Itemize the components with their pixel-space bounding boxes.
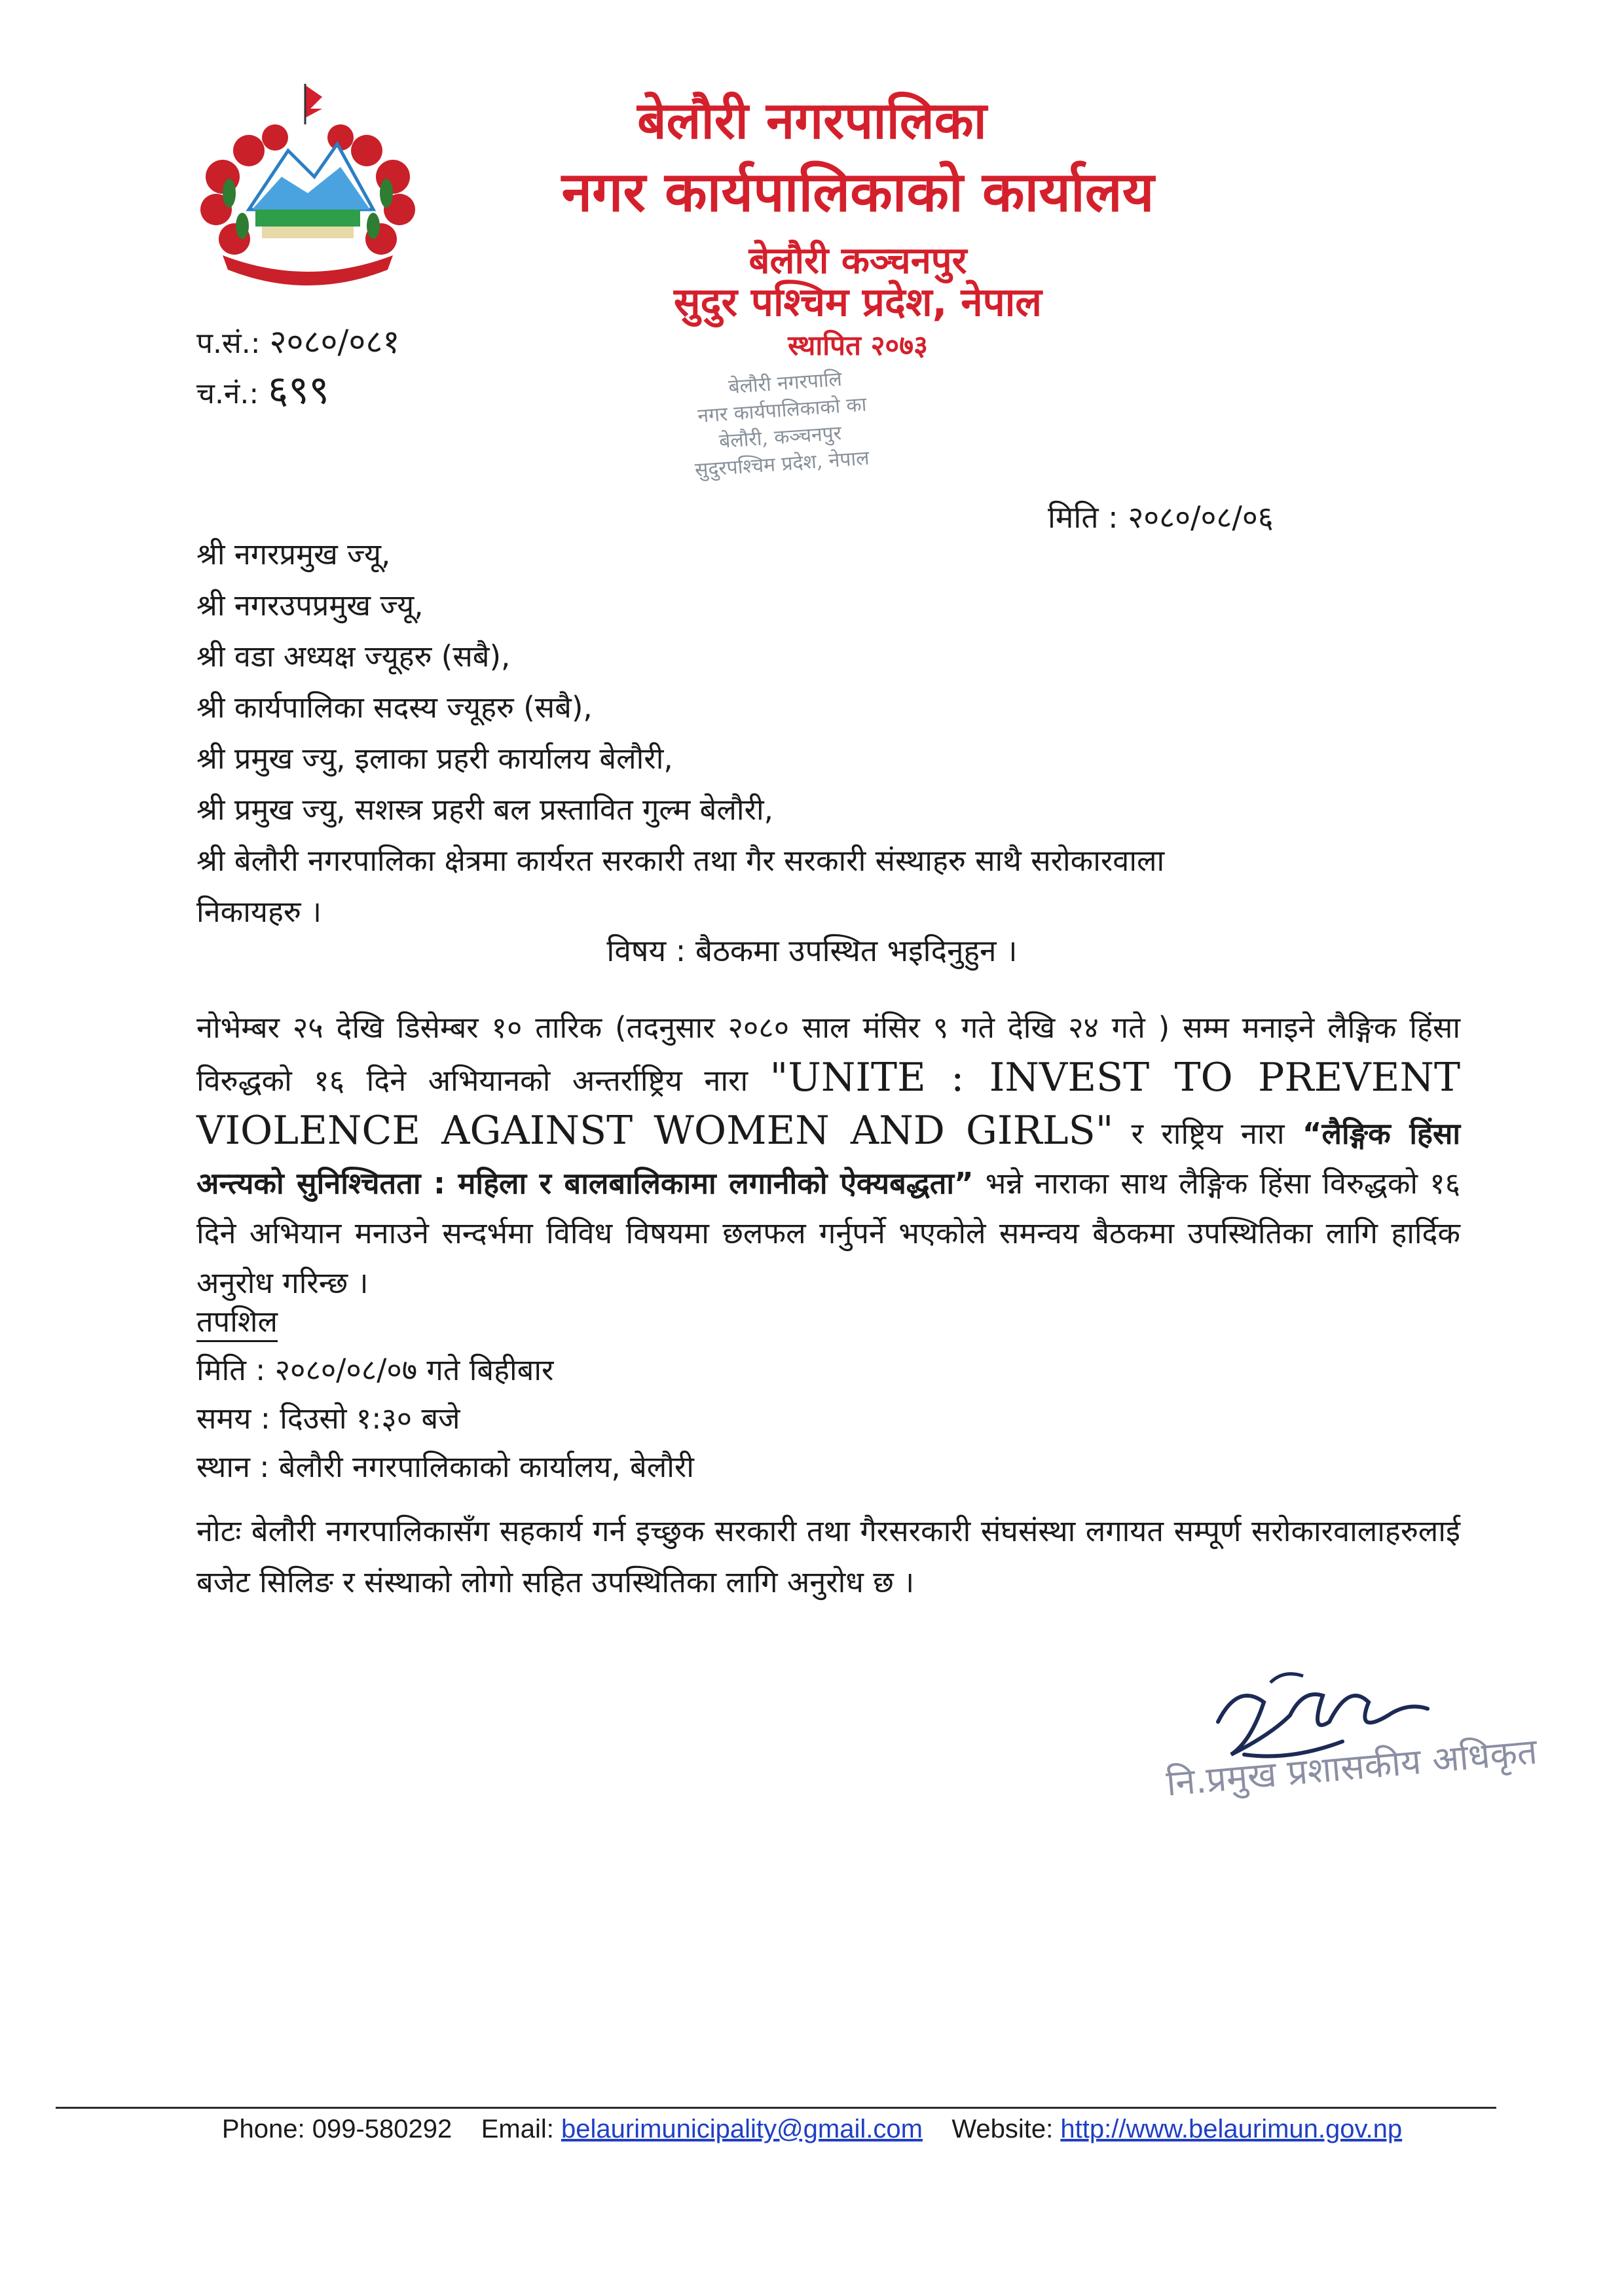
email-label: Email: [481,2115,554,2143]
stamp-line: नगर कार्यपालिकाको का [697,393,868,428]
english-slogan: "UNITE : INVEST TO PREVENT VIOLENCE AGAINST WOMEN AND GIRLS" [196,1055,1460,1154]
established-year: स्थापित २०७३ [788,329,928,361]
addressee: श्री वडा अध्यक्ष ज्यूहरु (सबै), [196,639,511,674]
footer-contact [0,2115,1624,2144]
reference-cn [196,361,329,415]
addressee: श्री प्रमुख ज्यु, इलाका प्रहरी कार्यालय बेलौरी, [196,741,673,776]
province-name: सुदुर पश्चिम प्रदेश, नेपाल [674,280,1042,325]
cn-value: ६९९ [268,367,329,413]
cn-label: च.नं.: [196,377,259,410]
addressee-list [196,529,1480,938]
office-location: बेलौरी कञ्चनपुर [748,240,967,282]
stamp-line: बेलौरी, कञ्चनपुर [718,422,843,454]
phone-number: 099-580292 [312,2115,452,2143]
phone-label: Phone: [221,2115,305,2143]
municipality-name: बेलौरी नगरपालिका [637,92,987,151]
reference-ps [196,318,399,363]
addressee: श्री नगरउपप्रमुख ज्यू, [196,588,424,623]
body-text: भन्ने नाराका साथ लैङ्गिक हिंसा विरुद्धको १६ दिने अभियान मनाउने सन्दर्भमा विविध विषयमा छलफल गर्नुपर्ने भएकोले समन्वय बैठकमा उपस्थितिका लागि हार्दिक अनुरोध गरिन्छ । [196,1166,1460,1300]
meeting-place: स्थान : बेलौरी नगरपालिकाको कार्यालय, बेलौरी [196,1449,694,1484]
signature-title: नि.प्रमुख प्रशासकीय अधिकृत [1164,1730,1539,1804]
note-paragraph: नोटः बेलौरी नगरपालिकासँग सहकार्य गर्न इच्छुक सरकारी तथा गैरसरकारी संघसंस्था लगायत सम्पूर्ण सरोकारवालाहरुलाई बजेट सिलिङ र संस्थाको लोगो सहित उपस्थितिका लागि अनुरोध छ । [196,1514,1460,1599]
body-text: नोभेम्बर २५ देखि डिसेम्बर १० तारिक (तदनुसार २०८० साल मंसिर ९ गते देखि २४ गते ) सम्म मनाइने लैङ्गिक हिंसा विरुद्धको १६ दिने अभियानको अन्तर्राष्ट्रिय नारा [196,1010,1460,1098]
meeting-time: समय : दिउसो १:३० बजे [196,1401,460,1436]
addressee: श्री प्रमुख ज्यु, सशस्त्र प्रहरी बल प्रस्तावित गुल्म बेलौरी, [196,792,773,827]
meeting-date: मिति : २०८०/०८/०७ गते बिहीबार [196,1353,554,1387]
details-heading: तपशिल [196,1304,278,1342]
ps-value: २०८०/०८१ [269,323,400,361]
meeting-details [196,1298,694,1491]
addressee: निकायहरु । [196,894,322,929]
date-label: मिति : [1048,500,1118,535]
letter-subject: विषय : बैठकमा उपस्थित भइदिनुहुन । [606,933,1018,968]
addressee: श्री बेलौरी नगरपालिका क्षेत्रमा कार्यरत सरकारी तथा गैर सरकारी संस्थाहरु साथै सरोकारवाला [196,843,1165,878]
stamp-line: बेलौरी नगरपालि [728,367,843,399]
office-stamp [688,358,942,551]
ps-label: प.सं.: [196,327,261,360]
addressee: श्री नगरप्रमुख ज्यू, [196,537,391,572]
national-slogan: “लैङ्गिक हिंसा अन्त्यको सुनिश्चितता : महिला र बालबालिकामा लगानीको ऐक्यबद्धता” [196,1116,1460,1201]
body-text: र राष्ट्रिय नारा [1113,1116,1302,1151]
website-label: Website: [951,2115,1054,2143]
addressee: श्री कार्यपालिका सदस्य ज्यूहरु (सबै), [196,690,593,725]
stamp-line: सुदुरपश्चिम प्रदेश, नेपाल [693,446,870,482]
website-link[interactable]: http://www.belaurimun.gov.np [1060,2115,1403,2143]
office-name: नगर कार्यपालिकाको कार्यालय [561,160,1154,224]
email-link[interactable]: belaurimunicipality@gmail.com [561,2115,923,2143]
body-paragraph [196,1003,1460,1308]
footer-divider [56,2107,1496,2109]
date-value: २०८०/०८/०६ [1128,500,1274,535]
